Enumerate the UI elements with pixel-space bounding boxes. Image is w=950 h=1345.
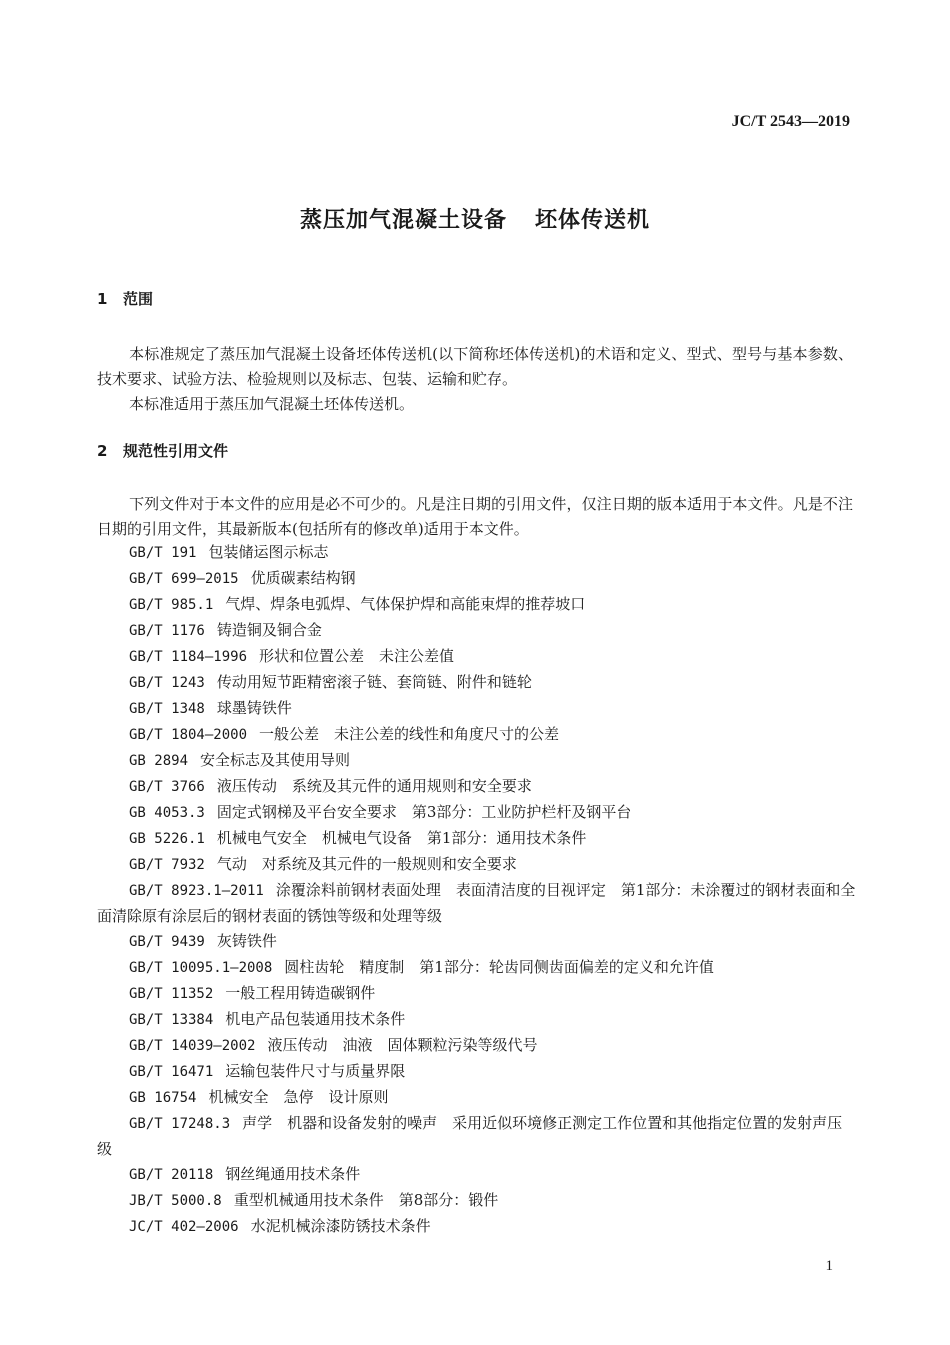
- reference-code: GB/T 7932: [129, 857, 205, 873]
- section-number: 1: [97, 290, 108, 308]
- reference-title: 涂覆涂料前钢材表面处理 表面清洁度的目视评定 第1部分：未涂覆过的钢材表面和全面清除原有涂层后的钢材表面的锈蚀等级和处理等级: [97, 881, 856, 925]
- title-part-1: 蒸压加气混凝土设备: [299, 208, 507, 233]
- reference-item: [97, 1111, 857, 1162]
- reference-code: GB/T 14039—2002: [129, 1038, 256, 1054]
- reference-code: JB/T 5000.8: [129, 1193, 222, 1209]
- reference-title: 球墨铸铁件: [216, 699, 292, 717]
- reference-item: [97, 852, 857, 878]
- section-1-paragraph-1: 本标准规定了蒸压加气混凝土设备坯体传送机(以下简称坯体传送机)的术语和定义、型式、型号与基本参数、技术要求、试验方法、检验规则以及标志、包装、运输和贮存。: [97, 345, 853, 388]
- page-number: 1: [825, 1258, 833, 1274]
- reference-code: GB/T 985.1: [129, 597, 214, 613]
- reference-item: [97, 1007, 857, 1033]
- section-1-paragraph-2: 本标准适用于蒸压加气混凝土坯体传送机。: [129, 395, 415, 413]
- reference-title: 铸造铜及铜合金: [216, 621, 322, 639]
- reference-code: GB/T 8923.1—2011: [129, 883, 264, 899]
- reference-code: GB/T 1176: [129, 623, 205, 639]
- reference-code: GB/T 13384: [129, 1012, 214, 1028]
- document-title: [0, 203, 950, 234]
- reference-code: GB/T 1348: [129, 701, 205, 717]
- reference-title: 水泥机械涂漆防锈技术条件: [250, 1217, 431, 1235]
- reference-code: GB 2894: [129, 753, 189, 769]
- reference-code: GB/T 1243: [129, 675, 205, 691]
- reference-title: 优质碳素结构钢: [250, 569, 356, 587]
- section-title: 范围: [123, 290, 154, 308]
- normative-reference-list: [97, 540, 857, 1240]
- reference-item: [97, 955, 857, 981]
- reference-title: 机械电气安全 机械电气设备 第1部分：通用技术条件: [216, 829, 587, 847]
- reference-title: 钢丝绳通用技术条件: [225, 1165, 361, 1183]
- reference-title: 运输包装件尺寸与质量界限: [225, 1062, 406, 1080]
- section-2-paragraph-1: 下列文件对于本文件的应用是必不可少的。凡是注日期的引用文件，仅注日期的版本适用于本文件。凡是不注日期的引用文件，其最新版本(包括所有的修改单)适用于本文件。: [97, 495, 853, 538]
- reference-code: GB/T 699—2015: [129, 571, 239, 587]
- reference-code: GB/T 17248.3: [129, 1116, 231, 1132]
- reference-item: [97, 800, 857, 826]
- reference-code: GB/T 20118: [129, 1167, 214, 1183]
- reference-title: 声学 机器和设备发射的噪声 采用近似环境修正测定工作位置和其他指定位置的发射声压级: [97, 1114, 843, 1158]
- reference-code: GB/T 10095.1—2008: [129, 960, 273, 976]
- reference-title: 机电产品包装通用技术条件: [225, 1010, 406, 1028]
- reference-code: GB 5226.1: [129, 831, 205, 847]
- reference-title: 安全标志及其使用导则: [200, 751, 351, 769]
- reference-title: 形状和位置公差 未注公差值: [259, 647, 455, 665]
- reference-title: 气焊、焊条电弧焊、气体保护焊和高能束焊的推荐坡口: [225, 595, 586, 613]
- reference-item: [97, 1085, 857, 1111]
- reference-code: GB/T 3766: [129, 779, 205, 795]
- reference-item: [97, 1162, 857, 1188]
- reference-title: 包装储运图示标志: [208, 543, 329, 561]
- reference-title: 机械安全 急停 设计原则: [208, 1088, 389, 1106]
- reference-item: [97, 1059, 857, 1085]
- reference-code: GB/T 11352: [129, 986, 214, 1002]
- reference-item: [97, 774, 857, 800]
- reference-title: 一般公差 未注公差的线性和角度尺寸的公差: [259, 725, 560, 743]
- reference-item: [97, 566, 857, 592]
- section-title: 规范性引用文件: [123, 442, 229, 460]
- reference-code: GB/T 1184—1996: [129, 649, 248, 665]
- reference-code: GB/T 9439: [129, 934, 205, 950]
- reference-item: [97, 1188, 857, 1214]
- reference-item: [97, 592, 857, 618]
- reference-item: [97, 929, 857, 955]
- reference-item: [97, 722, 857, 748]
- reference-item: [97, 1214, 857, 1240]
- document-code: JC/T 2543—2019: [731, 113, 850, 130]
- reference-item: [97, 748, 857, 774]
- reference-code: GB 4053.3: [129, 805, 205, 821]
- reference-code: GB/T 191: [129, 545, 197, 561]
- reference-title: 气动 对系统及其元件的一般规则和安全要求: [216, 855, 517, 873]
- reference-item: [97, 696, 857, 722]
- reference-title: 灰铸铁件: [216, 932, 277, 950]
- section-2-heading: [97, 440, 228, 461]
- reference-title: 一般工程用铸造碳钢件: [225, 984, 376, 1002]
- reference-code: GB 16754: [129, 1090, 197, 1106]
- reference-code: GB/T 1804—2000: [129, 727, 248, 743]
- section-number: 2: [97, 442, 108, 460]
- reference-item: [97, 826, 857, 852]
- reference-code: JC/T 402—2006: [129, 1219, 239, 1235]
- section-1-heading: [97, 288, 153, 309]
- reference-item: [97, 540, 857, 566]
- reference-code: GB/T 16471: [129, 1064, 214, 1080]
- reference-item: [97, 644, 857, 670]
- reference-item: [97, 1033, 857, 1059]
- reference-item: [97, 878, 857, 929]
- title-part-2: 坯体传送机: [535, 208, 651, 233]
- reference-item: [97, 670, 857, 696]
- reference-title: 传动用短节距精密滚子链、套筒链、附件和链轮: [216, 673, 532, 691]
- reference-item: [97, 981, 857, 1007]
- reference-title: 液压传动 油液 固体颗粒污染等级代号: [267, 1036, 538, 1054]
- reference-title: 圆柱齿轮 精度制 第1部分：轮齿同侧齿面偏差的定义和允许值: [284, 958, 714, 976]
- reference-title: 液压传动 系统及其元件的通用规则和安全要求: [216, 777, 532, 795]
- reference-title: 固定式钢梯及平台安全要求 第3部分：工业防护栏杆及钢平台: [216, 803, 632, 821]
- reference-item: [97, 618, 857, 644]
- reference-title: 重型机械通用技术条件 第8部分：锻件: [233, 1191, 499, 1209]
